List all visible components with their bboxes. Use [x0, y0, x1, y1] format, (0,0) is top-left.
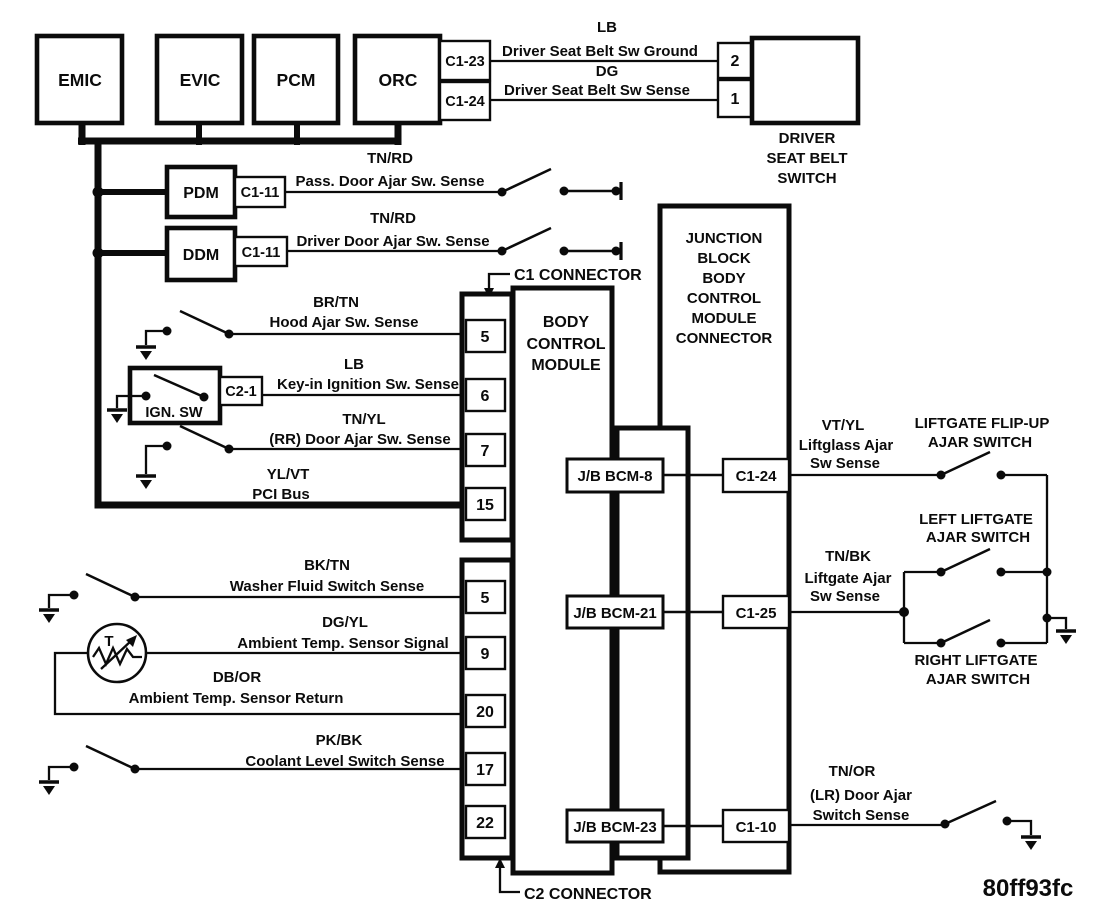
- temp-sensor-t-label: T: [104, 633, 114, 650]
- liftgate-wire-label-1: Liftgate Ajar: [804, 570, 892, 587]
- left-liftgate-switch-icon: [937, 549, 1048, 577]
- pass-door-wire-label: Pass. Door Ajar Sw. Sense: [295, 173, 485, 190]
- liftgate-flip-up-switch-icon: [937, 452, 1048, 480]
- evic-label: EVIC: [179, 70, 221, 90]
- orc-connector-c1-23-label: C1-23: [445, 54, 485, 70]
- lr-door-switch-icon: [941, 801, 1032, 835]
- pci-bus-wire-label: PCI Bus: [252, 486, 310, 503]
- liftgate-flip-up-title: AJAR SWITCH: [927, 434, 1033, 451]
- driver-door-wire-label: Driver Door Ajar Sw. Sense: [296, 233, 490, 250]
- seat-belt-pin-1: 1: [730, 91, 740, 108]
- ambient-return-wire-label: Ambient Temp. Sensor Return: [128, 690, 344, 707]
- figure-code: 80ff93fc: [982, 875, 1074, 902]
- hood-ajar-circuit: [136, 294, 462, 360]
- ign-c2-1-label: C2-1: [225, 384, 257, 400]
- lr-door-ajar-circuit: [810, 763, 1041, 850]
- rr-door-wire-label: (RR) Door Ajar Sw. Sense: [269, 431, 451, 448]
- ddm-label: DDM: [182, 247, 220, 264]
- driver-seat-belt-switch-box: [752, 38, 858, 123]
- c2-pin-strip: [462, 560, 512, 858]
- ground-icon: [1021, 837, 1041, 850]
- bcm-caption: BODY: [542, 314, 590, 331]
- ambient-signal-wire-color: DG/YL: [322, 614, 368, 631]
- c1-pin-15: 15: [476, 497, 494, 514]
- pcm-label: PCM: [276, 70, 316, 90]
- c1-pin-5: 5: [480, 329, 490, 346]
- c1-pin-7: 7: [480, 443, 490, 460]
- junction-block-caption: BLOCK: [697, 250, 751, 267]
- liftglass-wire-color: VT/YL: [821, 417, 865, 434]
- ground-icon: [1056, 631, 1076, 644]
- driver-seat-belt-circuit: [490, 19, 858, 187]
- liftgate-circuits: [799, 415, 1076, 688]
- hood-wire-label: Hood Ajar Sw. Sense: [269, 314, 419, 331]
- hood-ajar-switch-icon: [146, 311, 234, 345]
- body-control-module: [513, 288, 612, 873]
- coolant-level-switch-icon: [49, 746, 140, 780]
- jb-c1-24-label: C1-24: [735, 468, 777, 485]
- orc-connector-c1-24-label: C1-24: [445, 94, 485, 110]
- washer-wire-label: Washer Fluid Switch Sense: [229, 578, 425, 595]
- seat-belt-pin-2: 2: [730, 53, 740, 70]
- junction-block-caption: CONNECTOR: [675, 330, 773, 347]
- c2-connector-label: C2 CONNECTOR: [524, 886, 652, 903]
- driver-door-switch-icon: [498, 228, 622, 260]
- junction-block-caption: MODULE: [691, 310, 757, 327]
- driver-seat-belt-switch-caption: SWITCH: [777, 170, 837, 187]
- ground-icon: [39, 782, 59, 795]
- c2-pin-20: 20: [476, 704, 494, 721]
- coolant-wire-color: PK/BK: [315, 732, 363, 749]
- bcm-caption: MODULE: [531, 357, 601, 374]
- top-modules: [37, 36, 490, 123]
- ground-icon: [107, 410, 127, 423]
- lr-door-wire-label-2: Switch Sense: [812, 807, 910, 824]
- right-liftgate-title: RIGHT LIFTGATE: [914, 652, 1038, 669]
- pass-door-wire-color: TN/RD: [367, 150, 413, 167]
- washer-wire-color: BK/TN: [304, 557, 350, 574]
- ground-icon: [136, 476, 156, 489]
- c2-pin-22: 22: [476, 815, 494, 832]
- jb-bcm-8-row: [567, 459, 941, 492]
- pci-bus-wire-labels: [252, 466, 310, 503]
- ddm-c1-11-label: C1-11: [241, 245, 281, 261]
- jb-c1-10-label: C1-10: [735, 819, 777, 836]
- ambient-temp-sensor-circuit: [55, 614, 462, 714]
- c2-pin-9: 9: [480, 646, 490, 663]
- pdm-label: PDM: [183, 185, 219, 202]
- driver-seat-belt-switch-caption: SEAT BELT: [766, 150, 848, 167]
- ground-icon: [39, 610, 59, 623]
- liftglass-wire-label-2: Sw Sense: [809, 455, 881, 472]
- junction-block-caption: BODY: [702, 270, 746, 287]
- seat-belt-ground-wire-color: LB: [597, 19, 617, 36]
- liftgate-wire-color: TN/BK: [825, 548, 871, 565]
- ambient-return-wire-color: DB/OR: [212, 669, 262, 686]
- washer-fluid-switch-icon: [49, 574, 140, 608]
- right-liftgate-switch-icon: [937, 620, 1048, 648]
- pdm-circuit: [167, 150, 621, 217]
- left-liftgate-title: AJAR SWITCH: [925, 529, 1031, 546]
- jb-bcm-23-label: J/B BCM-23: [573, 819, 657, 836]
- liftgate-wire-label-2: Sw Sense: [809, 588, 881, 605]
- body-control-module-box: [513, 288, 612, 873]
- jb-bcm-8-label: J/B BCM-8: [577, 468, 653, 485]
- c2-pin-5: 5: [480, 590, 490, 607]
- coolant-level-circuit: [39, 732, 462, 795]
- washer-fluid-circuit: [39, 557, 462, 623]
- left-liftgate-title: LEFT LIFTGATE: [919, 511, 1033, 528]
- lr-door-wire-color: TN/OR: [828, 763, 876, 780]
- pdm-c1-11-label: C1-11: [240, 185, 280, 201]
- c2-pin-17: 17: [476, 762, 494, 779]
- pci-bus-wire-color: YL/VT: [266, 466, 310, 483]
- driver-seat-belt-switch-caption: DRIVER: [778, 130, 836, 147]
- lr-door-wire-label-1: (LR) Door Ajar: [810, 787, 912, 804]
- seat-belt-ground-wire-label: Driver Seat Belt Sw Ground: [502, 43, 698, 60]
- key-in-wire-label: Key-in Ignition Sw. Sense: [277, 376, 459, 393]
- key-in-wire-color: LB: [344, 356, 364, 373]
- jb-bcm-21-label: J/B BCM-21: [573, 605, 657, 622]
- pass-door-switch-icon: [498, 169, 622, 200]
- c1-pin-6: 6: [480, 388, 490, 405]
- seat-belt-sense-wire-label: Driver Seat Belt Sw Sense: [504, 82, 690, 99]
- jb-c1-25-label: C1-25: [735, 605, 777, 622]
- hood-wire-color: BR/TN: [313, 294, 359, 311]
- emic-label: EMIC: [58, 70, 102, 90]
- ignition-switch-circuit: [107, 356, 462, 423]
- ground-icon: [136, 347, 156, 360]
- liftgate-flip-up-title: LIFTGATE FLIP-UP: [914, 415, 1050, 432]
- rr-door-wire-color: TN/YL: [342, 411, 386, 428]
- junction-block-caption: JUNCTION: [685, 230, 763, 247]
- c1-connector-label: C1 CONNECTOR: [514, 267, 642, 284]
- ambient-temp-sensor-icon: [88, 624, 146, 682]
- liftglass-wire-label-1: Liftglass Ajar: [798, 437, 894, 454]
- ambient-signal-wire-label: Ambient Temp. Sensor Signal: [237, 635, 449, 652]
- rr-door-switch-icon: [146, 426, 234, 474]
- ign-sw-label: IGN. SW: [145, 405, 203, 421]
- coolant-wire-label: Coolant Level Switch Sense: [245, 753, 445, 770]
- junction-block-caption: CONTROL: [686, 290, 762, 307]
- seat-belt-sense-wire-color: DG: [595, 63, 619, 80]
- bcm-caption: CONTROL: [526, 336, 606, 353]
- driver-door-wire-color: TN/RD: [370, 210, 416, 227]
- right-liftgate-title: AJAR SWITCH: [925, 671, 1031, 688]
- orc-label: ORC: [378, 70, 418, 90]
- c1-pin-strip: [462, 294, 512, 540]
